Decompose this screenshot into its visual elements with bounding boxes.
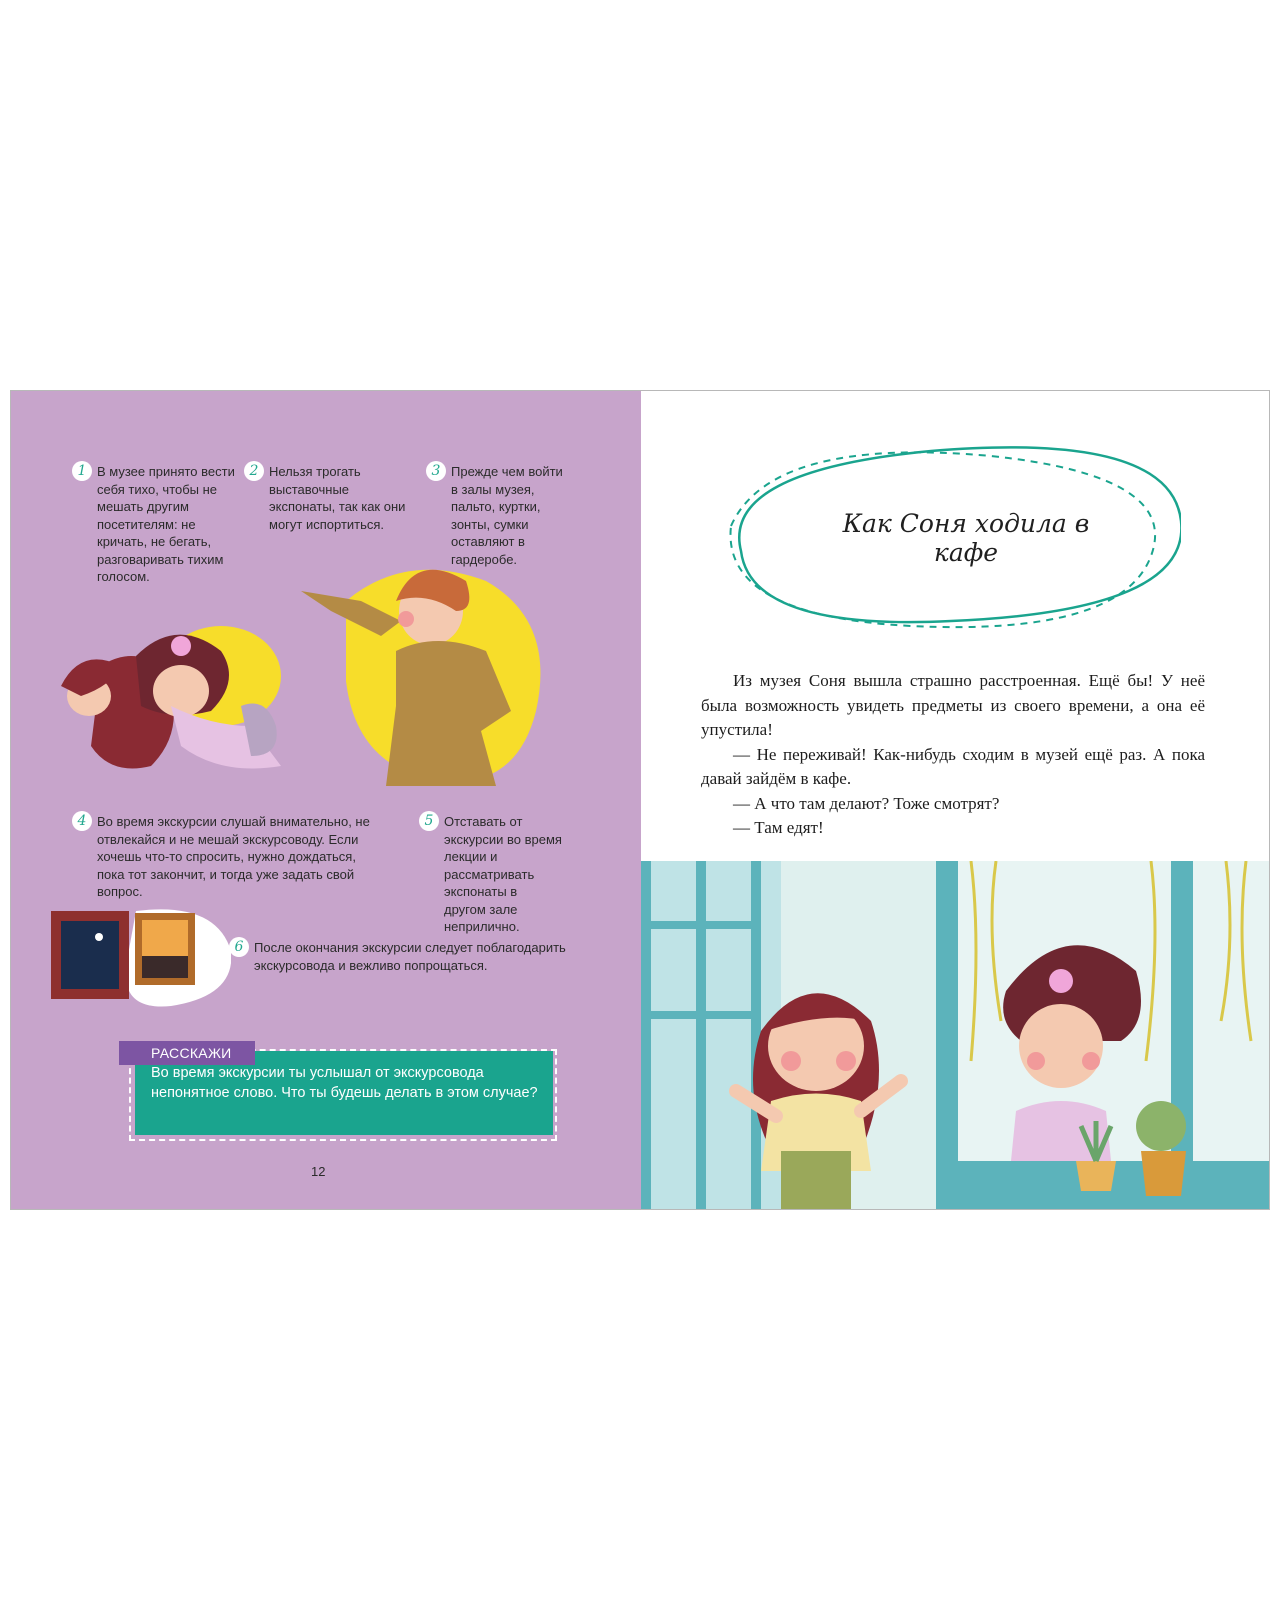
rule-number: 2 [244, 461, 264, 481]
rule-number: 5 [419, 811, 439, 831]
rule-number: 1 [72, 461, 92, 481]
rule-number: 4 [72, 811, 92, 831]
story-paragraph: Из музея Соня вышла страшно расстроенная. Ещё бы! У неё была возможность увидеть предметы из своего времени, а она её упустила! [701, 671, 1205, 739]
tell-question: Во время экскурсии ты услышал от экскурсовода непонятное слово. Что ты будешь делать в этом случае? [151, 1065, 538, 1101]
rule-4 [77, 813, 382, 901]
paintings-illustration [41, 901, 231, 1011]
tell-tag: РАССКАЖИ [119, 1041, 255, 1065]
story-title: Как Соня ходила в кафе [842, 509, 1090, 567]
rule-text: Во время экскурсии слушай внимательно, не отвлекайся и не мешай экскурсоводу. Если хочешь что-то спросить, нужно дождаться, пока тот закончит, и тогда уже задать свой вопрос. [97, 814, 370, 899]
rule-text: Отставать от экскурсии во время лекции и рассматривать экспонаты в другом зале неприлично. [444, 814, 562, 934]
rule-5 [424, 813, 562, 936]
left-page [11, 391, 641, 1210]
rule-1 [77, 463, 242, 586]
rule-text: В музее принято вести себя тихо, чтобы не мешать другим посетителям: не кричать, не бегать, разговаривать тихим голосом. [97, 464, 235, 584]
cafe-window-illustration [641, 861, 1270, 1210]
rule-text: Нельзя трогать выставочные экспонаты, так как они могут испортиться. [269, 464, 406, 532]
girls-illustration [41, 596, 291, 776]
book-spread [10, 390, 1270, 1210]
rule-6 [234, 939, 569, 974]
story-paragraph: — Не переживай! Как-нибудь сходим в музей ещё раз. А пока давай зайдём в кафе. [701, 744, 1205, 788]
story-paragraph: — Там едят! [733, 818, 824, 837]
page-number: 12 [311, 1164, 326, 1179]
rule-text: После окончания экскурсии следует поблагодарить экскурсовода и вежливо попрощаться. [254, 940, 566, 973]
guide-illustration [301, 551, 581, 786]
story-text [701, 669, 1205, 841]
rule-text: Прежде чем войти в залы музея, пальто, куртки, зонты, сумки оставляют в гардеробе. [451, 464, 563, 567]
rule-number: 3 [426, 461, 446, 481]
rule-2 [249, 463, 409, 533]
story-paragraph: — А что там делают? Тоже смотрят? [733, 793, 1000, 813]
rule-number: 6 [229, 937, 249, 957]
